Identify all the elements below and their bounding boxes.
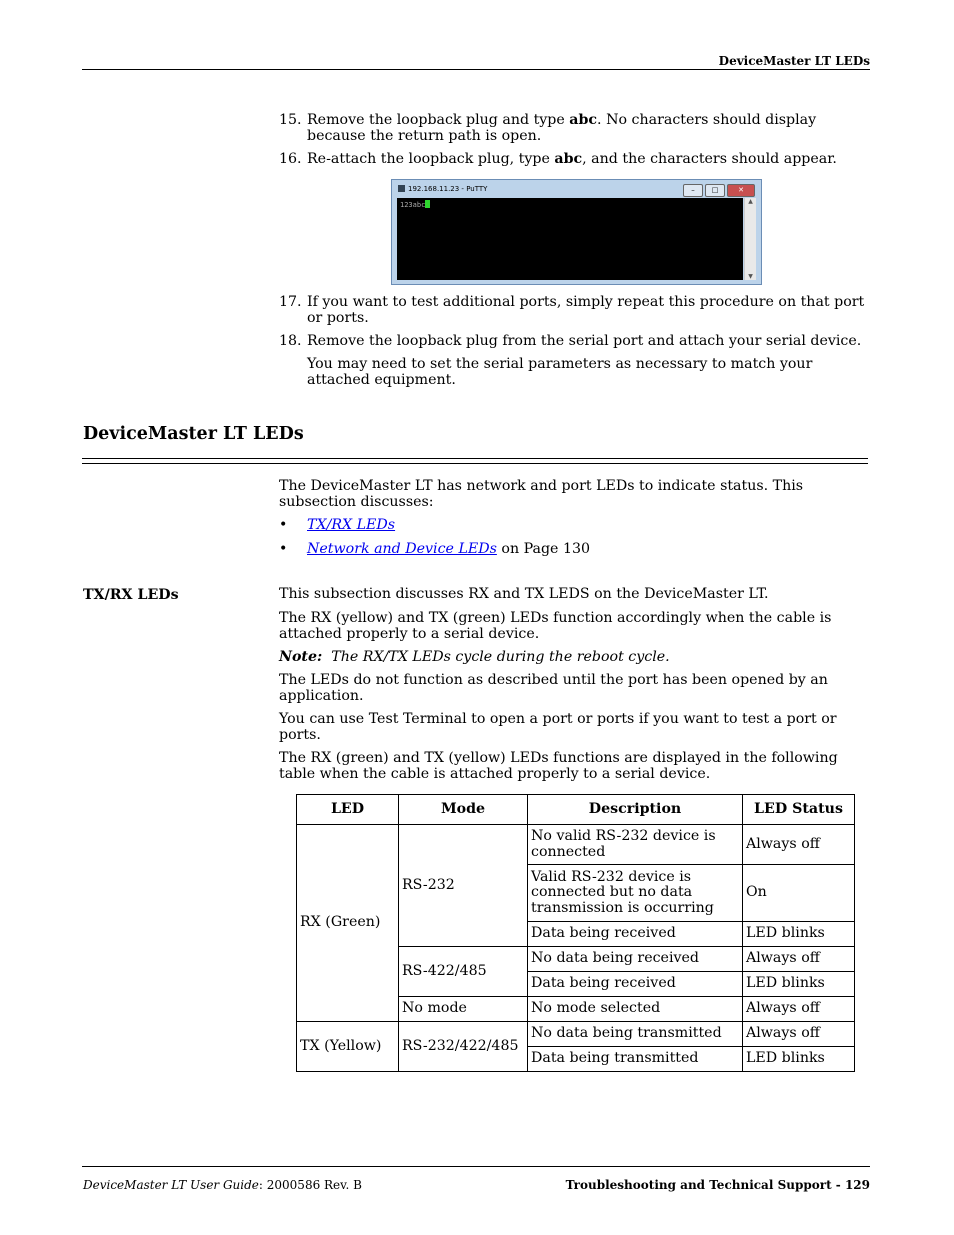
table-row bbox=[297, 1022, 855, 1047]
bullet-icon: • bbox=[279, 517, 288, 533]
table-header: Description bbox=[528, 795, 743, 825]
terminal-scrollbar bbox=[744, 198, 756, 280]
status-cell: Always off bbox=[743, 997, 855, 1022]
bullet-item bbox=[279, 517, 395, 533]
bullet-item bbox=[279, 541, 590, 557]
mode-cell: RS-422/485 bbox=[399, 947, 528, 997]
mode-cell: RS-232/422/485 bbox=[399, 1022, 528, 1072]
section-rule-top bbox=[82, 458, 868, 459]
table-row bbox=[297, 825, 855, 865]
putty-window-screenshot bbox=[391, 179, 762, 285]
step-number: 16. bbox=[279, 151, 302, 167]
paragraph: The RX (green) and TX (yellow) LEDs functions are displayed in the following table when the cable is attached properly to a serial device. bbox=[279, 750, 838, 782]
note-label: Note: bbox=[279, 649, 323, 665]
terminal-cursor bbox=[425, 200, 430, 208]
paragraph: You can use Test Terminal to open a port or ports if you want to test a port or ports. bbox=[279, 711, 837, 743]
putty-app-icon bbox=[398, 185, 405, 192]
step-text: If you want to test additional ports, simply repeat this procedure on that port or ports. bbox=[307, 294, 865, 326]
scroll-up-icon: ▲ bbox=[748, 198, 753, 205]
bullet-icon: • bbox=[279, 541, 288, 557]
footer-right: Troubleshooting and Technical Support - 129 bbox=[565, 1178, 870, 1192]
note bbox=[279, 650, 869, 666]
status-cell: Always off bbox=[743, 947, 855, 972]
scroll-down-icon: ▼ bbox=[748, 273, 753, 280]
network-device-leds-link[interactable]: Network and Device LEDs bbox=[307, 541, 497, 557]
txrx-leds-link[interactable]: TX/RX LEDs bbox=[307, 517, 396, 533]
table-header: LED Status bbox=[743, 795, 855, 825]
description-cell: Data being received bbox=[528, 922, 743, 947]
footer-left bbox=[83, 1178, 362, 1192]
step-text: Re-attach the loopback plug, type bbox=[307, 151, 555, 167]
running-header: DeviceMaster LT LEDs bbox=[718, 54, 870, 68]
paragraph: The LEDs do not function as described until the port has been opened by an application. bbox=[279, 672, 828, 704]
close-button: ✕ bbox=[727, 184, 755, 197]
subsection-heading: TX/RX LEDs bbox=[83, 587, 179, 603]
status-cell: LED blinks bbox=[743, 1047, 855, 1072]
section-rule-bottom bbox=[82, 463, 868, 464]
terminal-area bbox=[397, 198, 743, 280]
status-cell: Always off bbox=[743, 1022, 855, 1047]
description-cell: No mode selected bbox=[528, 997, 743, 1022]
led-cell: TX (Yellow) bbox=[297, 1022, 399, 1072]
step-text: Remove the loopback plug from the serial port and attach your serial device. bbox=[307, 333, 862, 349]
step-text: , and the characters should appear. bbox=[582, 151, 837, 167]
description-cell: Data being received bbox=[528, 972, 743, 997]
table-header: Mode bbox=[399, 795, 528, 825]
description-cell: No data being received bbox=[528, 947, 743, 972]
step-18-note bbox=[279, 357, 871, 388]
step-text: You may need to set the serial parameters as necessary to match your attached equipment. bbox=[307, 356, 813, 388]
mode-cell: No mode bbox=[399, 997, 528, 1022]
footer-revision: : 2000586 Rev. B bbox=[258, 1178, 362, 1192]
status-cell: LED blinks bbox=[743, 972, 855, 997]
putty-title: 192.168.11.23 - PuTTY bbox=[408, 185, 488, 193]
status-cell: Always off bbox=[743, 825, 855, 865]
table-header: LED bbox=[297, 795, 399, 825]
description-cell: No data being transmitted bbox=[528, 1022, 743, 1047]
step-number: 18. bbox=[279, 333, 302, 349]
step-text: . No characters should display because the return path is open. bbox=[307, 112, 817, 144]
footer-guide-title: DeviceMaster LT User Guide bbox=[83, 1178, 259, 1192]
note-text: The RX/TX LEDs cycle during the reboot cycle. bbox=[331, 649, 670, 665]
mode-cell: RS-232 bbox=[399, 825, 528, 947]
step-bold: abc bbox=[569, 112, 598, 128]
description-cell: No valid RS-232 device is connected bbox=[528, 825, 743, 865]
step-18 bbox=[279, 334, 871, 350]
step-17 bbox=[279, 295, 871, 326]
step-16 bbox=[279, 152, 871, 168]
paragraph: This subsection discusses RX and TX LEDS on the DeviceMaster LT. bbox=[279, 586, 769, 602]
maximize-button: □ bbox=[705, 184, 725, 197]
step-text: Remove the loopback plug and type bbox=[307, 112, 570, 128]
section-title: DeviceMaster LT LEDs bbox=[83, 424, 304, 444]
minimize-button: – bbox=[683, 184, 703, 197]
led-status-table bbox=[296, 794, 855, 1072]
footer-rule bbox=[82, 1166, 870, 1167]
bullet-text: on Page 130 bbox=[496, 541, 591, 557]
step-bold: abc bbox=[554, 151, 583, 167]
status-cell: LED blinks bbox=[743, 922, 855, 947]
header-rule bbox=[82, 69, 870, 70]
description-cell: Data being transmitted bbox=[528, 1047, 743, 1072]
step-number: 17. bbox=[279, 294, 302, 310]
section-intro: The DeviceMaster LT has network and port LEDs to indicate status. This subsection discusses: bbox=[279, 478, 804, 510]
step-15 bbox=[279, 113, 871, 144]
status-cell: On bbox=[743, 865, 855, 922]
paragraph: The RX (yellow) and TX (green) LEDs function accordingly when the cable is attached properly to a serial device. bbox=[279, 610, 832, 642]
led-cell: RX (Green) bbox=[297, 825, 399, 1022]
description-cell: Valid RS-232 device is connected but no data transmission is occurring bbox=[528, 865, 743, 922]
putty-title-bar bbox=[398, 185, 487, 193]
step-number: 15. bbox=[279, 112, 302, 128]
terminal-text: 123abc bbox=[400, 201, 426, 209]
table-header-row bbox=[297, 795, 855, 825]
